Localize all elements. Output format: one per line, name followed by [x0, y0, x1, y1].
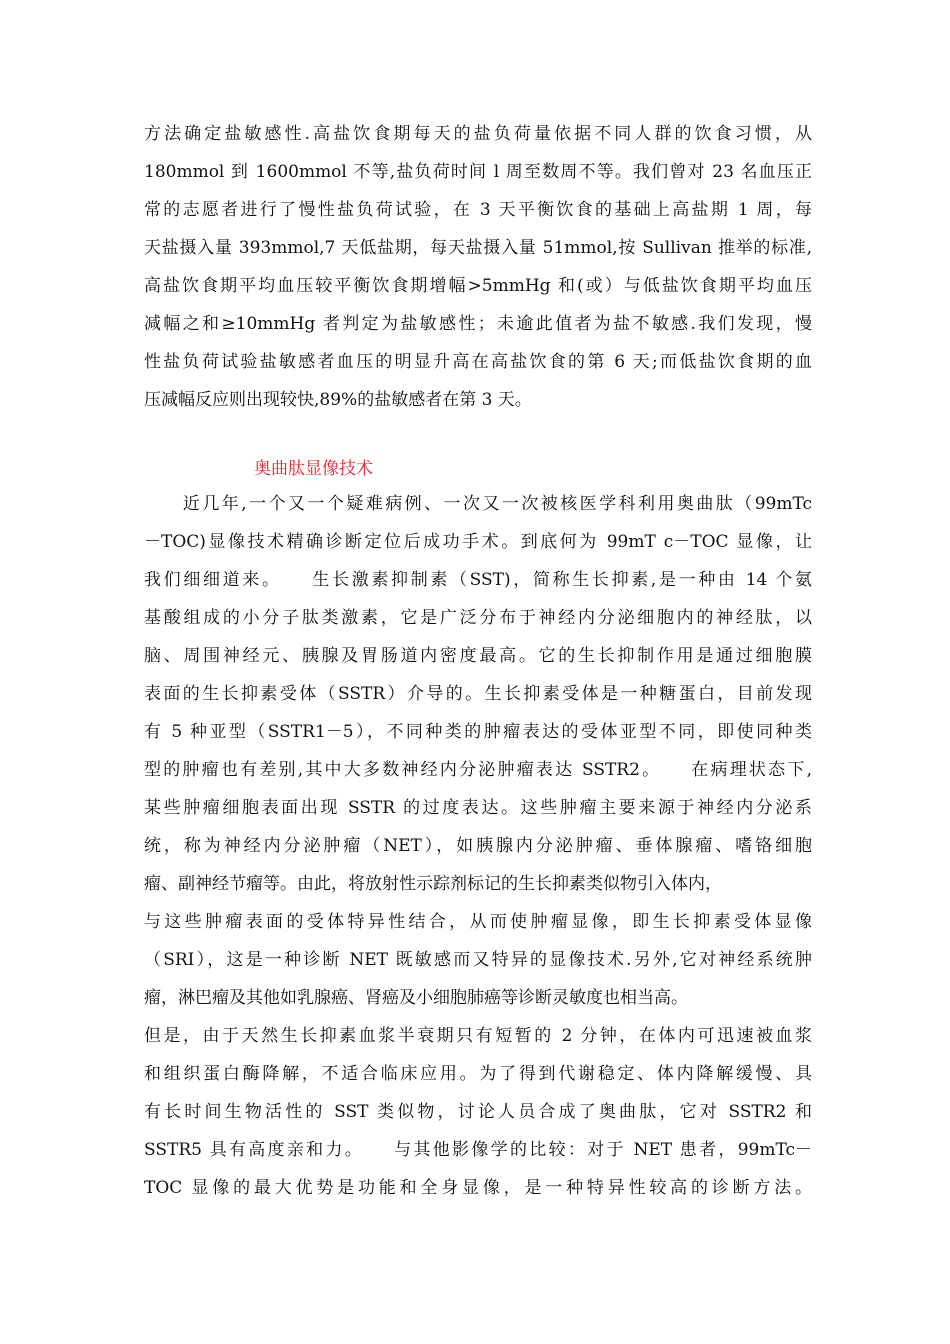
paragraph-line: 脑、周围神经元、胰腺及胃肠道内密度最高。它的生长抑制作用是通过细胞膜 [144, 646, 812, 666]
paragraph-line: 性盐负荷试验盐敏感者血压的明显升高在高盐饮食的第 6 天;而低盐饮食期的血 [144, 352, 812, 372]
paragraph-line: 高盐饮食期平均血压较平衡饮食期增幅>5mmHg 和(或）与低盐饮食期平均血压 [144, 276, 812, 296]
paragraph-line: 180mmol 到 1600mmol 不等,盐负荷时间 l 周至数周不等。我们曾对 23 名血压正 [144, 162, 812, 182]
paragraph-line: TOC 显像的最大优势是功能和全身显像，是一种特异性较高的诊断方法。 [144, 1178, 812, 1198]
paragraph-line: 基酸组成的小分子肽类激素，它是广泛分布于神经内分泌细胞内的神经肽，以 [144, 608, 812, 628]
paragraph-line: 有 5 种亚型（SSTR1－5），不同种类的肿瘤表达的受体亚型不同，即使同种类 [144, 722, 812, 742]
paragraph-line: 压减幅反应则出现较快,89%的盐敏感者在第 3 天。 [144, 390, 532, 410]
paragraph-line: 与这些肿瘤表面的受体特异性结合，从而使肿瘤显像，即生长抑素受体显像 [144, 912, 812, 932]
paragraph-line: （SRI），这是一种诊断 NET 既敏感而又特异的显像技术.另外,它对神经系统肿 [144, 950, 812, 970]
paragraph-line: 表面的生长抑素受体（SSTR）介导的。生长抑素受体是一种糖蛋白，目前发现 [144, 684, 812, 704]
paragraph-line: 瘤，淋巴瘤及其他如乳腺癌、肾癌及小细胞肺癌等诊断灵敏度也相当高。 [144, 988, 688, 1008]
paragraph-line: －TOC)显像技术精确诊断定位后成功手术。到底何为 99mT c－TOC 显像，让 [144, 532, 812, 552]
paragraph-line: 方法确定盐敏感性.高盐饮食期每天的盐负荷量依据不同人群的饮食习惯，从 [144, 124, 812, 144]
paragraph-line: 我们细细道来。 生长激素抑制素（SST)，简称生长抑素,是一种由 14 个氨 [144, 570, 812, 590]
paragraph-line: 和组织蛋白酶降解，不适合临床应用。为了得到代谢稳定、体内降解缓慢、具 [144, 1064, 812, 1084]
paragraph-line: 天盐摄入量 393mmol,7 天低盐期，每天盐摄入量 51mmol,按 Sullivan 推举的标准, [144, 238, 812, 258]
paragraph-line: SSTR5 具有高度亲和力。 与其他影像学的比较：对于 NET 患者，99mTc－ [144, 1140, 812, 1160]
section-heading: 奥曲肽显像技术 [254, 459, 373, 479]
paragraph-line: 减幅之和≥10mmHg 者判定为盐敏感性；未逾此值者为盐不敏感.我们发现，慢 [144, 314, 812, 334]
paragraph-line: 某些肿瘤细胞表面出现 SSTR 的过度表达。这些肿瘤主要来源于神经内分泌系 [144, 798, 812, 818]
paragraph-line: 瘤、副神经节瘤等。由此，将放射性示踪剂标记的生长抑素类似物引入体内， [144, 874, 722, 894]
paragraph-line: 有长时间生物活性的 SST 类似物，讨论人员合成了奥曲肽，它对 SSTR2 和 [144, 1102, 812, 1122]
paragraph-line: 但是，由于天然生长抑素血浆半衰期只有短暂的 2 分钟，在体内可迅速被血浆 [144, 1026, 812, 1046]
paragraph-line: 常的志愿者进行了慢性盐负荷试验，在 3 天平衡饮食的基础上高盐期 1 周，每 [144, 200, 812, 220]
paragraph-line: 统，称为神经内分泌肿瘤（NET），如胰腺内分泌肿瘤、垂体腺瘤、嗜铬细胞 [144, 836, 812, 856]
paragraph-line: 型的肿瘤也有差别,其中大多数神经内分泌肿瘤表达 SSTR2。 在病理状态下, [144, 760, 812, 780]
paragraph-line: 近几年,一个又一个疑难病例、一次又一次被核医学科利用奥曲肽（99mTc [144, 494, 812, 514]
